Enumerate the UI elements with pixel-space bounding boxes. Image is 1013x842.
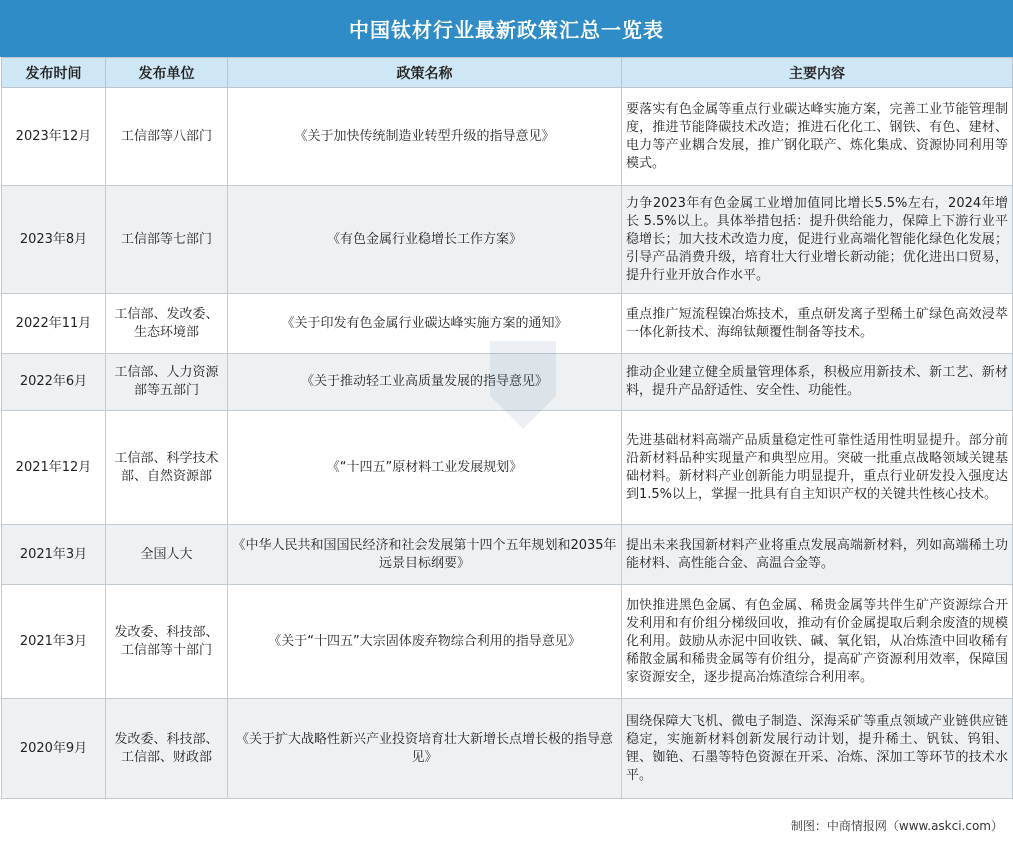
footer (0, 810, 1013, 842)
cell-content: 推动企业建立健全质量管理体系，积极应用新技术、新工艺、新材料，提升产品舒适性、安全性、功能性。 (622, 354, 1013, 411)
cell-policy-name: 《关于加快传统制造业转型升级的指导意见》 (228, 88, 622, 186)
cell-content: 围绕保障大飞机、微电子制造、深海采矿等重点领域产业链供应链稳定，实施新材料创新发展行动计划，提升稀土、钒钛、钨钼、锂、铷铯、石墨等特色资源在开采、冶炼、深加工等环节的技术水平。 (622, 699, 1013, 799)
table-row (2, 186, 1013, 294)
cell-policy-name: 《关于印发有色金属行业碳达峰实施方案的通知》 (228, 294, 622, 354)
cell-date: 2023年8月 (2, 186, 106, 294)
source-credit: 制图：中商情报网（www.askci.com） (790, 819, 1003, 833)
cell-policy-name: 《“十四五”原材料工业发展规划》 (228, 411, 622, 525)
cell-content: 力争2023年有色金属工业增加值同比增长5.5%左右，2024年增长 5.5%以上。具体举措包括：提升供给能力，保障上下游行业平稳增长；加大技术改造力度，促进行业高端化智能化绿色化发展；引导产品消费升级，培育壮大行业增长新动能；优化进出口贸易，提升行业开放合作水平。 (622, 186, 1013, 294)
cell-content: 先进基础材料高端产品质量稳定性可靠性适用性明显提升。部分前沿新材料品种实现量产和典型应用。突破一批重点战略领域关键基础材料。新材料产业创新能力明显提升，重点行业研发投入强度达到1.5%以上，掌握一批具有自主知识产权的关键共性核心技术。 (622, 411, 1013, 525)
page-title: 中国钛材行业最新政策汇总一览表 (0, 0, 1013, 57)
cell-date: 2022年6月 (2, 354, 106, 411)
cell-unit: 工信部、人力资源部等五部门 (106, 354, 228, 411)
header-content: 主要内容 (622, 58, 1013, 88)
table-row (2, 88, 1013, 186)
cell-date: 2022年11月 (2, 294, 106, 354)
cell-content: 要落实有色金属等重点行业碳达峰实施方案，完善工业节能管理制度，推进节能降碳技术改造；推进石化化工、钢铁、有色、建材、电力等产业耦合发展，推广钢化联产、炼化集成、资源协同利用等模式。 (622, 88, 1013, 186)
cell-unit: 发改委、科技部、工信部等十部门 (106, 585, 228, 699)
cell-unit: 工信部等七部门 (106, 186, 228, 294)
header-date: 发布时间 (2, 58, 106, 88)
cell-date: 2020年9月 (2, 699, 106, 799)
cell-content: 提出未来我国新材料产业将重点发展高端新材料，列如高端稀土功能材料、高性能合金、高温合金等。 (622, 525, 1013, 585)
cell-policy-name: 《关于推动轻工业高质量发展的指导意见》 (228, 354, 622, 411)
table-row (2, 525, 1013, 585)
header-unit: 发布单位 (106, 58, 228, 88)
table-row (2, 585, 1013, 699)
cell-policy-name: 《关于“十四五”大宗固体废弃物综合利用的指导意见》 (228, 585, 622, 699)
cell-content: 重点推广短流程镍冶炼技术，重点研发离子型稀土矿绿色高效浸萃一体化新技术、海绵钛颠覆性制备等技术。 (622, 294, 1013, 354)
cell-date: 2021年3月 (2, 525, 106, 585)
watermark-logo (468, 330, 578, 440)
cell-date: 2021年3月 (2, 585, 106, 699)
table-row (2, 699, 1013, 799)
cell-unit: 全国人大 (106, 525, 228, 585)
header-name: 政策名称 (228, 58, 622, 88)
cell-unit: 工信部、发改委、生态环境部 (106, 294, 228, 354)
cell-content: 加快推进黑色金属、有色金属、稀贵金属等共伴生矿产资源综合开发利用和有价组分梯级回收，推动有价金属提取后剩余废渣的规模化利用。鼓励从赤泥中回收铁、碱、氧化铝，从冶炼渣中回收稀有稀散金属和稀贵金属等有价组分，提高矿产资源利用效率，保障国家资源安全，逐步提高冶炼渣综合利用率。 (622, 585, 1013, 699)
cell-policy-name: 《有色金属行业稳增长工作方案》 (228, 186, 622, 294)
cell-unit: 工信部等八部门 (106, 88, 228, 186)
cell-unit: 发改委、科技部、工信部、财政部 (106, 699, 228, 799)
cell-unit: 工信部、科学技术部、自然资源部 (106, 411, 228, 525)
cell-date: 2021年12月 (2, 411, 106, 525)
table-header-row (2, 58, 1013, 88)
cell-date: 2023年12月 (2, 88, 106, 186)
cell-policy-name: 《中华人民共和国国民经济和社会发展第十四个五年规划和2035年远景目标纲要》 (228, 525, 622, 585)
cell-policy-name: 《关于扩大战略性新兴产业投资培育壮大新增长点增长极的指导意见》 (228, 699, 622, 799)
